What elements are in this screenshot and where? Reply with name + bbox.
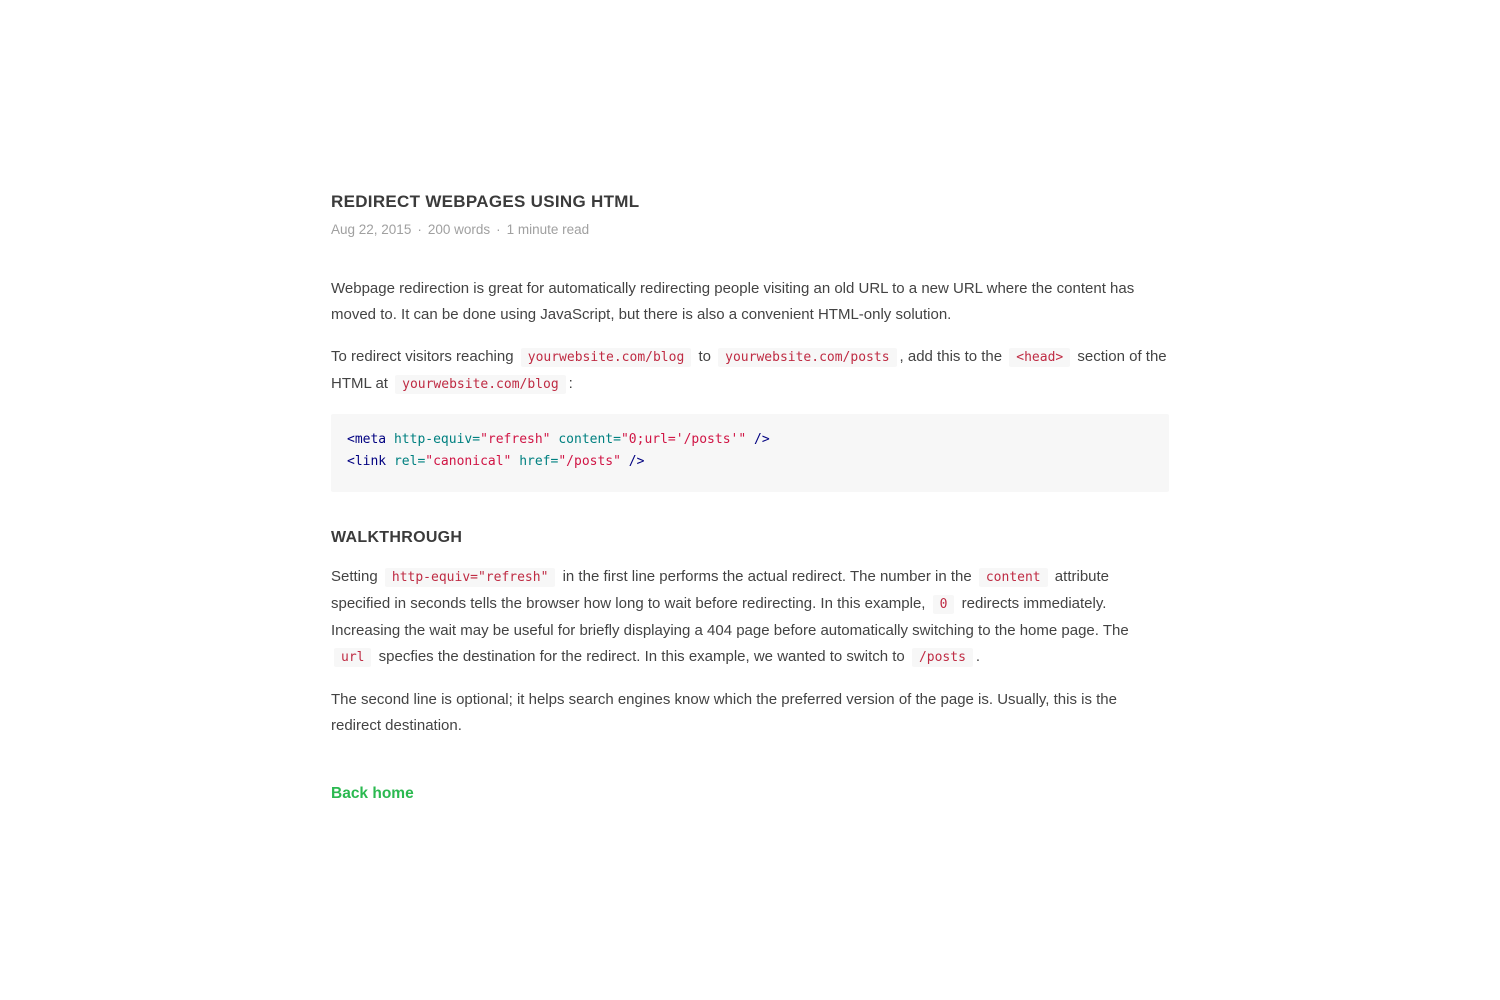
blog-post	[331, 0, 1169, 804]
paragraph-walkthrough-2	[331, 687, 1169, 739]
code-line: <link rel="canonical" href="/posts" />	[347, 454, 645, 469]
text-segment: :	[568, 375, 573, 392]
post-meta	[331, 220, 1169, 240]
back-home-container	[331, 784, 1169, 804]
inline-code: http-equiv="refresh"	[385, 568, 556, 587]
inline-code: yourwebsite.com/posts	[718, 348, 896, 367]
text-segment: section of the HTML at	[331, 348, 1167, 392]
text-segment: Setting	[331, 568, 382, 585]
section-heading-walkthrough: WALKTHROUGH	[331, 529, 463, 546]
text-segment: To redirect visitors reaching	[331, 348, 518, 365]
post-read-time: 1 minute read	[506, 222, 590, 237]
text-segment: .	[975, 648, 981, 665]
text-segment: attribute specified in seconds tells the browser how long to wait before redirecting. In this example,	[331, 568, 1110, 612]
text-segment: Webpage redirection is great for automatically redirecting people visiting an old URL to a new URL where the content has moved to. It can be done using JavaScript, but there is also a convenient HTML-only solution.	[331, 280, 1135, 323]
inline-code: 0	[933, 595, 955, 614]
text-segment: redirects immediately. Increasing the wait may be useful for briefly displaying a 404 page before automatically switching to the home page. The	[331, 595, 1129, 639]
page-title: REDIRECT WEBPAGES USING HTML	[331, 192, 640, 211]
inline-code: content	[979, 568, 1048, 587]
text-segment: to	[694, 348, 716, 365]
post-date: Aug 22, 2015	[331, 222, 412, 237]
paragraph-intro	[331, 276, 1169, 328]
code-line: <meta http-equiv="refresh" content="0;url='/posts'" />	[347, 432, 770, 447]
inline-code: yourwebsite.com/blog	[521, 348, 692, 367]
paragraph-setup	[331, 344, 1169, 398]
inline-code: url	[334, 648, 371, 667]
paragraph-walkthrough-1	[331, 564, 1169, 671]
text-segment: , add this to the	[899, 348, 1007, 365]
text-segment: The second line is optional; it helps search engines know which the preferred version of the page is. Usually, this is the redirect destination.	[331, 691, 1117, 734]
meta-separator: ·	[496, 222, 501, 237]
text-segment: specfies the destination for the redirect. In this example, we wanted to switch to	[374, 648, 909, 665]
back-home-link[interactable]: Back home	[331, 785, 414, 802]
text-segment: in the first line performs the actual redirect. The number in the	[558, 568, 976, 585]
meta-separator: ·	[417, 222, 422, 237]
inline-code: <head>	[1009, 348, 1070, 367]
inline-code: yourwebsite.com/blog	[395, 375, 566, 394]
code-block	[331, 414, 1169, 492]
post-word-count: 200 words	[427, 222, 491, 237]
inline-code: /posts	[912, 648, 973, 667]
